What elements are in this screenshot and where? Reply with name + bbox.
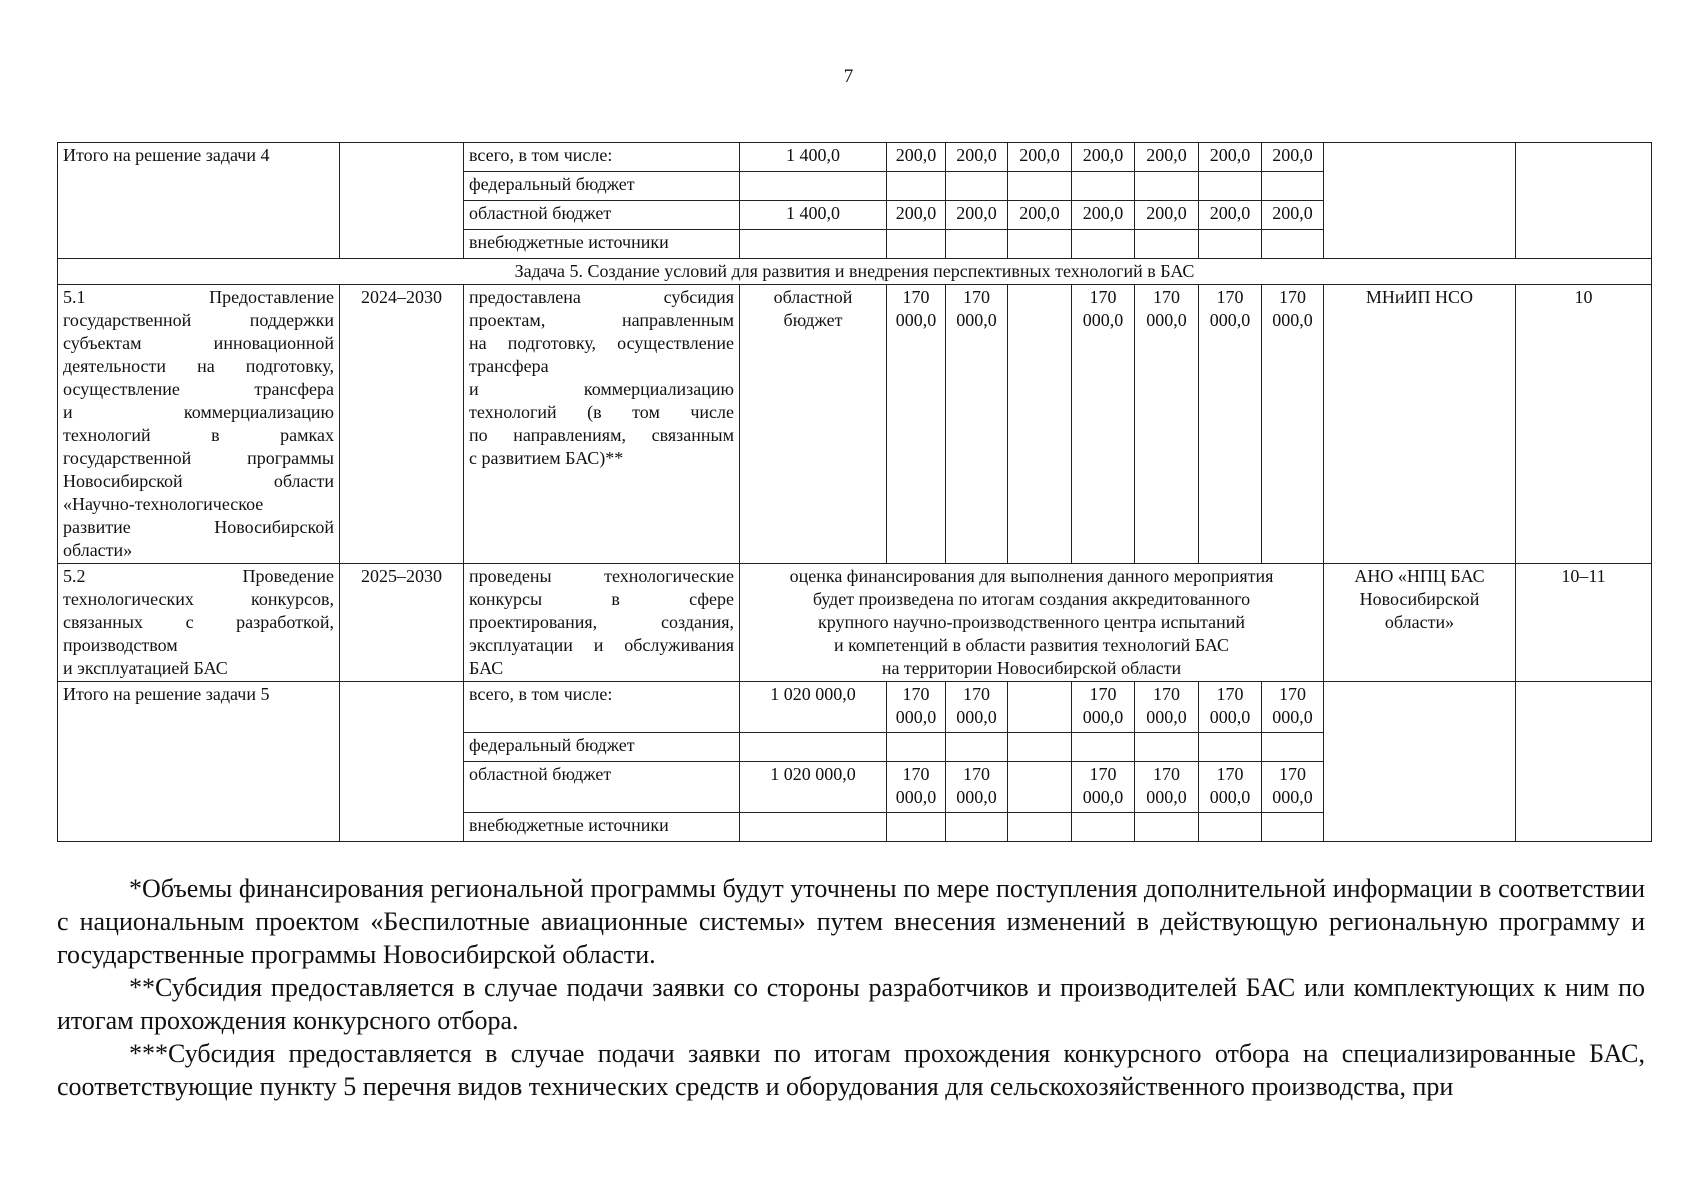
cell-line: БАС [469,658,504,678]
funding-total: 1 400,0 [740,143,887,172]
year-amount [887,682,946,733]
year-amount [1072,230,1135,259]
funding-total [740,230,887,259]
cell-line: 000,0 [1146,787,1187,807]
cell-line: 170 [963,764,990,784]
year-amount [1199,172,1262,201]
year-amount [1262,172,1324,201]
total-label: Итого на решение задачи 5 [58,682,340,842]
funding-source: внебюджетные источники [464,813,740,842]
cell-line: и коммерциализацию [469,379,734,399]
measure-period: 2025–2030 [340,564,464,682]
cell-line: конкурсы в сфере [469,589,734,609]
year-amount [1008,733,1072,762]
year-amount [1135,682,1199,733]
year-amount [1135,230,1199,259]
year-amount [1008,230,1072,259]
table-row [58,285,1652,564]
year-amount: 200,0 [1135,143,1199,172]
cell-line: оценка финансирования для выполнения данного мероприятия [789,566,1274,586]
cell-line: 170 [1216,764,1244,784]
measure-indicator: 10 [1516,285,1652,564]
funding-total: 1 400,0 [740,201,887,230]
year-amount [1072,285,1135,564]
cell-line: 000,0 [1082,310,1124,330]
cell-line: на подготовку, осуществление [469,333,734,353]
year-amount: 200,0 [1135,201,1199,230]
cell-line: 000,0 [1209,707,1251,727]
funding-total: 1 020 000,0 [740,762,887,813]
year-amount [887,285,946,564]
year-amount [1262,285,1324,564]
year-amount [1072,813,1135,842]
footnote-3: ***Субсидия предоставляется в случае подачи заявки по итогам прохождения конкурсного отбора на специализированные БАС, соответствующие пункту 5 перечня видов технических средств и оборудования для сельскохозяйственного производства, при [57,1039,1645,1101]
year-amount [946,733,1008,762]
year-amount: 200,0 [1008,201,1072,230]
total-executor [1324,682,1516,842]
cell-line: на территории Новосибирской области [881,658,1182,678]
cell-line: 170 [1089,684,1117,704]
year-amount [887,813,946,842]
year-amount: 200,0 [1199,201,1262,230]
year-amount [1199,682,1262,733]
year-amount [1262,813,1324,842]
footnote-2: **Субсидия предоставляется в случае подачи заявки со стороны разработчиков и производителей БАС или комплектующих к ним по итогам прохождения конкурсного отбора. [57,973,1645,1035]
cell-line: 170 [1279,764,1306,784]
table-row [58,682,1652,733]
year-amount [946,230,1008,259]
financing-table [57,142,1652,842]
cell-line: 170 [963,684,990,704]
year-amount [887,733,946,762]
cell-line: областной [773,287,853,307]
cell-line: развитие Новосибирской [63,517,334,537]
funding-source: областной бюджет [464,762,740,813]
cell-line: 000,0 [1272,310,1313,330]
cell-line: 000,0 [1146,707,1187,727]
year-amount: 200,0 [887,201,946,230]
cell-line: области» [1384,612,1455,632]
funding-total [740,813,887,842]
cell-line: 170 [1153,684,1180,704]
measure-name [58,285,340,564]
funding-source: внебюджетные источники [464,230,740,259]
year-amount [887,762,946,813]
task-heading: Задача 5. Создание условий для развития и внедрения перспективных технологий в БАС [58,259,1652,285]
year-amount [1008,762,1072,813]
cell-line: проектирования, создания, [469,612,734,632]
cell-line: 000,0 [1272,707,1313,727]
cell-line: 170 [902,684,930,704]
cell-line: АНО «НПЦ БАС [1354,566,1485,586]
cell-line: Новосибирской [1359,589,1480,609]
cell-line: бюджет [783,310,843,330]
cell-line: 170 [902,287,930,307]
cell-line: области» [63,540,133,560]
cell-line: 000,0 [1209,310,1251,330]
year-amount [946,172,1008,201]
cell-line: осуществление трансфера [63,379,334,399]
year-amount: 200,0 [946,143,1008,172]
cell-line: 000,0 [895,310,937,330]
total-period [340,682,464,842]
year-amount: 200,0 [946,201,1008,230]
total-indicator [1516,143,1652,259]
cell-line: 000,0 [1082,707,1124,727]
cell-line: проектам, направленным [469,310,734,330]
year-amount [1199,285,1262,564]
measure-result [464,564,740,682]
funding-total: 1 020 000,0 [740,682,887,733]
cell-line: 170 [1089,764,1117,784]
year-amount [1135,733,1199,762]
cell-line: 5.2 Проведение [63,566,334,586]
year-amount [1199,230,1262,259]
cell-line: с развитием БАС)** [469,448,624,468]
year-amount [1262,230,1324,259]
cell-line: и эксплуатацией БАС [63,658,228,678]
cell-line: и компетенций в области развития технологий БАС [833,635,1230,655]
total-executor [1324,143,1516,259]
cell-line: 000,0 [956,707,997,727]
cell-line: по направлениям, связанным [469,425,734,445]
funding-source: всего, в том числе: [464,143,740,172]
cell-line: 170 [1216,287,1244,307]
cell-line: 170 [963,287,990,307]
year-amount: 200,0 [1072,201,1135,230]
cell-line: будет произведена по итогам создания аккредитованного [812,589,1251,609]
measure-result [464,285,740,564]
year-amount [1072,682,1135,733]
year-amount [1135,285,1199,564]
cell-line: 000,0 [956,310,997,330]
table-row [58,259,1652,285]
year-amount [946,285,1008,564]
cell-line: субъектам инновационной [63,333,334,353]
table-row [58,564,1652,682]
table-row [58,143,1652,172]
year-amount [887,230,946,259]
cell-line: 170 [1216,684,1244,704]
cell-line: 170 [902,764,930,784]
year-amount: 200,0 [1262,143,1324,172]
funding-source: областной бюджет [464,201,740,230]
measure-source [740,285,887,564]
cell-line: технологических конкурсов, [63,589,334,609]
cell-line: производством [63,635,178,655]
total-period [340,143,464,259]
year-amount [1072,733,1135,762]
measure-executor [1324,564,1516,682]
cell-line: связанных с разработкой, [63,612,334,632]
year-amount [946,813,1008,842]
cell-line: 170 [1153,287,1180,307]
funding-source: федеральный бюджет [464,172,740,201]
year-amount [946,762,1008,813]
cell-line: предоставлена субсидия [469,287,734,307]
page-number: 7 [843,66,854,87]
cell-line: 170 [1279,684,1306,704]
year-amount: 200,0 [1008,143,1072,172]
funding-note [740,564,1324,682]
year-amount [1199,762,1262,813]
year-amount [1135,762,1199,813]
year-amount [1199,813,1262,842]
cell-line: 000,0 [1146,310,1187,330]
cell-line: эксплуатации и обслуживания [469,635,734,655]
measure-indicator: 10–11 [1516,564,1652,682]
year-amount [1072,762,1135,813]
year-amount: 200,0 [1262,201,1324,230]
cell-line: крупного научно-производственного центра испытаний [817,612,1246,632]
cell-line: технологий (в том числе [469,402,734,422]
measure-period: 2024–2030 [340,285,464,564]
year-amount [946,682,1008,733]
footnotes [57,872,1645,1103]
year-amount: 200,0 [887,143,946,172]
funding-source: федеральный бюджет [464,733,740,762]
year-amount [1008,813,1072,842]
cell-line: государственной поддержки [63,310,334,330]
measure-executor: МНиИП НСО [1324,285,1516,564]
cell-line: 000,0 [1082,787,1124,807]
cell-line: 000,0 [956,787,997,807]
year-amount [1262,682,1324,733]
cell-line: проведены технологические [469,566,734,586]
year-amount [1135,172,1199,201]
table-body [58,143,1652,842]
year-amount [1008,285,1072,564]
cell-line: 5.1 Предоставление [63,287,334,307]
year-amount [1262,762,1324,813]
cell-line: 000,0 [895,787,937,807]
year-amount [887,172,946,201]
year-amount [1199,733,1262,762]
cell-line: трансфера [469,356,549,376]
cell-line: технологий в рамках [63,425,334,445]
cell-line: 000,0 [1272,787,1313,807]
total-label: Итого на решение задачи 4 [58,143,340,259]
cell-line: Новосибирской области [63,471,334,491]
year-amount: 200,0 [1072,143,1135,172]
year-amount [1008,682,1072,733]
year-amount [1072,172,1135,201]
measure-name [58,564,340,682]
cell-line: государственной программы [63,448,334,468]
cell-line: 170 [1279,287,1306,307]
cell-line: 000,0 [1209,787,1251,807]
year-amount [1262,733,1324,762]
footnote-1: *Объемы финансирования региональной программы будут уточнены по мере поступления дополнительной информации в соответствии с национальным проектом «Беспилотные авиационные системы» путем внесения изменений в действующую региональную программу и государственные программы Новосибирской области. [57,874,1645,969]
total-indicator [1516,682,1652,842]
cell-line: 000,0 [895,707,937,727]
cell-line: 170 [1153,764,1180,784]
funding-total [740,733,887,762]
cell-line: и коммерциализацию [63,402,334,422]
cell-line: деятельности на подготовку, [63,356,334,376]
cell-line: «Научно-технологическое [63,494,264,514]
funding-source: всего, в том числе: [464,682,740,733]
cell-line: 170 [1089,287,1117,307]
year-amount: 200,0 [1199,143,1262,172]
year-amount [1008,172,1072,201]
year-amount [1135,813,1199,842]
funding-total [740,172,887,201]
